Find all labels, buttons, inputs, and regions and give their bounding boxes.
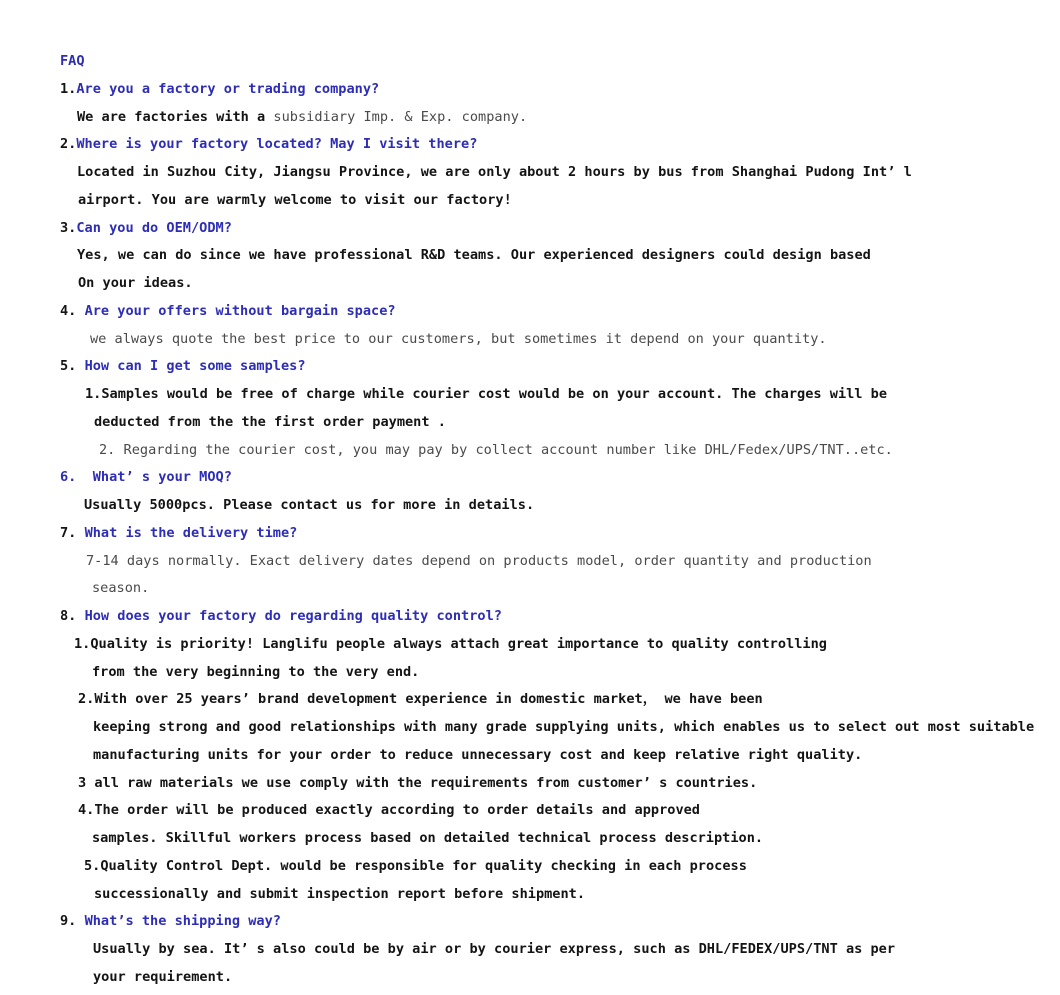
item-number: 7. bbox=[60, 524, 85, 541]
text-line-4 bbox=[0, 131, 1060, 159]
text-line-29 bbox=[0, 825, 1060, 853]
text-line-2 bbox=[0, 76, 1060, 104]
text-line-3 bbox=[0, 104, 1060, 132]
answer-text: 3 all raw materials we use comply with the requirements from customer’ s countries. bbox=[78, 774, 758, 791]
question-text: Are your offers without bargain space? bbox=[84, 302, 396, 319]
question-text: Can you do OEM/ODM? bbox=[76, 219, 232, 236]
item-number: 9. bbox=[60, 913, 85, 930]
answer-text: 2.With over 25 years’ brand development experience in domestic market， we have been bbox=[78, 691, 763, 708]
text-line-33 bbox=[0, 936, 1060, 964]
text-line-24 bbox=[0, 686, 1060, 714]
text-line-18 bbox=[0, 520, 1060, 548]
text-line-7 bbox=[0, 215, 1060, 243]
answer-text: 4.The order will be produced exactly according to order details and approved bbox=[78, 802, 700, 819]
faq-lines bbox=[0, 48, 1060, 992]
question-text: How can I get some samples? bbox=[84, 358, 306, 375]
text-line-22 bbox=[0, 631, 1060, 659]
text-line-8 bbox=[0, 242, 1060, 270]
answer-text: Usually 5000pcs. Please contact us for more in details. bbox=[84, 497, 535, 513]
question-text: 6. bbox=[60, 469, 77, 486]
question-text: How does your factory do regarding quality control? bbox=[84, 608, 502, 624]
text-line-34 bbox=[0, 964, 1060, 992]
answer-text: we always quote the best price to our customers, but sometimes it depend on your quantity. bbox=[90, 330, 827, 347]
text-line-27 bbox=[0, 770, 1060, 798]
answer-text: successionally and submit inspection report before shipment. bbox=[94, 885, 586, 902]
text-line-31 bbox=[0, 881, 1060, 909]
text-line-20 bbox=[0, 575, 1060, 603]
item-number: 8. bbox=[60, 608, 85, 624]
answer-text: 5.Quality Control Dept. would be responsible for quality checking in each process bbox=[84, 857, 747, 874]
answer-text: keeping strong and good relationships with many grade supplying units, which enables us to select out most suitable bbox=[93, 719, 1035, 735]
text-line-30 bbox=[0, 853, 1060, 881]
text-line-15 bbox=[0, 437, 1060, 465]
item-number: 1. bbox=[60, 80, 77, 97]
answer-text: Usually by sea. It’ s also could be by air or by courier express, such as DHL/FEDEX/UPS/TNT as per bbox=[93, 941, 896, 957]
text-line-17 bbox=[0, 492, 1060, 520]
item-number: 5. bbox=[60, 358, 85, 375]
text-line-16 bbox=[0, 464, 1060, 492]
item-number: 2. bbox=[60, 136, 77, 153]
text-line-14 bbox=[0, 409, 1060, 437]
text-line-25 bbox=[0, 714, 1060, 742]
answer-text: 1.Samples would be free of charge while courier cost would be on your account. The charges will be bbox=[85, 386, 888, 402]
answer-text: Located in Suzhou City, Jiangsu Province, we are only about 2 hours by bus from Shanghai Pudong Int’ l bbox=[77, 164, 912, 180]
answer-text: manufacturing units for your order to reduce unnecessary cost and keep relative right quality. bbox=[93, 746, 863, 763]
text-line-12 bbox=[0, 353, 1060, 381]
text-line-19 bbox=[0, 548, 1060, 576]
item-number: 4. bbox=[60, 302, 85, 319]
answer-text: 1.Quality is priority! Langlifu people always attach great importance to quality controlling bbox=[74, 635, 827, 652]
text-line-6 bbox=[0, 187, 1060, 215]
text-line-1 bbox=[0, 48, 1060, 76]
answer-text: 2. Regarding the courier cost, you may pay by collect account number like DHL/Fedex/UPS/TNT..etc. bbox=[99, 441, 893, 458]
text-line-9 bbox=[0, 270, 1060, 298]
text-line-28 bbox=[0, 797, 1060, 825]
answer-text: On your ideas. bbox=[78, 275, 193, 291]
answer-text: from the very beginning to the very end. bbox=[92, 663, 420, 680]
answer-text: deducted from the the first order payment . bbox=[94, 413, 446, 430]
text-line-13 bbox=[0, 381, 1060, 409]
answer-text: samples. Skillful workers process based on detailed technical process description. bbox=[92, 830, 764, 846]
text-line-26 bbox=[0, 742, 1060, 770]
text-line-32 bbox=[0, 908, 1060, 936]
question-text: Are you a factory or trading company? bbox=[76, 80, 380, 97]
text-line-10 bbox=[0, 298, 1060, 326]
answer-text: season. bbox=[92, 580, 150, 597]
answer-text: 7-14 days normally. Exact delivery dates depend on products model, order quantity and production bbox=[86, 552, 872, 569]
question-text: Where is your factory located? May I visit there? bbox=[76, 136, 478, 153]
answer-text: airport. You are warmly welcome to visit our factory! bbox=[78, 191, 512, 208]
answer-text: Yes, we can do since we have professional R&D teams. Our experienced designers could design based bbox=[77, 247, 871, 264]
question-text: What’ s your MOQ? bbox=[76, 469, 232, 486]
text-line-23 bbox=[0, 659, 1060, 687]
answer-text: your requirement. bbox=[93, 968, 233, 985]
question-text: FAQ bbox=[60, 53, 85, 69]
answer-text: We are factories with a bbox=[77, 108, 274, 125]
text-line-11 bbox=[0, 326, 1060, 354]
text-line-5 bbox=[0, 159, 1060, 187]
question-text: What is the delivery time? bbox=[84, 524, 298, 541]
text-line-21 bbox=[0, 603, 1060, 631]
question-text: What’s the shipping way? bbox=[84, 913, 281, 930]
answer-text: subsidiary Imp. & Exp. company. bbox=[273, 108, 528, 125]
item-number: 3. bbox=[60, 219, 77, 236]
